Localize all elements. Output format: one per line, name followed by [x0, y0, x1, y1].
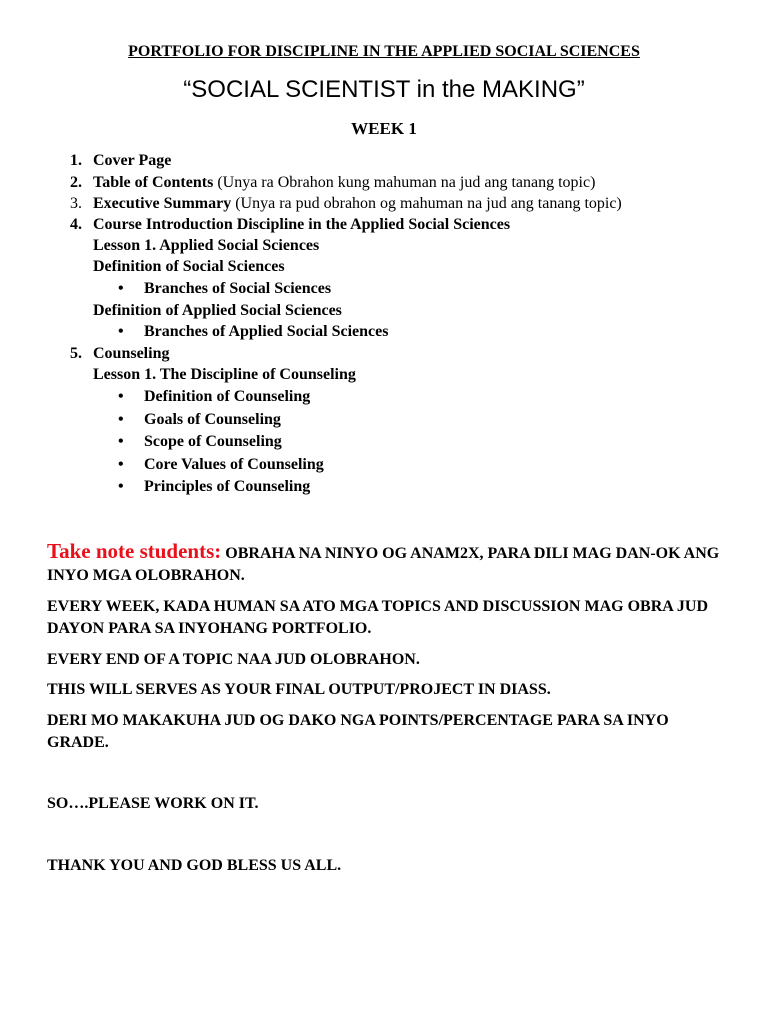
bullet-item [0, 431, 740, 453]
lesson-heading: Lesson 1. Applied Social Sciences [93, 237, 320, 254]
document-title: “SOCIAL SCIENTIST in the MAKING” [183, 76, 585, 103]
item-number: 5. [70, 345, 82, 362]
list-item [0, 214, 740, 236]
bullet-icon: • [118, 456, 124, 473]
note-paragraph: SO….PLEASE WORK ON IT. [47, 795, 259, 812]
bullet-item [0, 321, 740, 343]
closing-line: THANK YOU AND GOD BLESS US ALL. [47, 857, 342, 874]
list-item [0, 172, 740, 194]
item-number: 2. [70, 174, 82, 191]
bullet-label: Goals of Counseling [144, 411, 281, 428]
bullet-item [0, 278, 740, 300]
bullet-item [0, 454, 740, 476]
bullet-label: Scope of Counseling [144, 433, 282, 450]
item-note: (Unya ra Obrahon kung mahuman na jud ang tanang topic) [213, 174, 596, 191]
item-label: Table of Contents [93, 174, 214, 191]
take-note-text: OBRAHA NA NINYO OG ANAM2X, PARA DILI MAG DAN-OK ANG INYO MGA OLOBRAHON. [47, 545, 720, 584]
item-label: Executive Summary [93, 195, 232, 212]
bullet-label: Definition of Counseling [144, 388, 311, 405]
note-paragraph: EVERY END OF A TOPIC NAA JUD OLOBRAHON. [47, 651, 420, 668]
item-content [93, 193, 622, 215]
item-label: Counseling [93, 345, 170, 362]
item-number: 1. [70, 152, 82, 169]
note-paragraph: EVERY WEEK, KADA HUMAN SA ATO MGA TOPICS AND DISCUSSION MAG OBRA JUD DAYON PARA SA INYOHANG PORTFOLIO. [47, 598, 709, 637]
item-number: 3. [70, 195, 82, 212]
list-item [0, 150, 740, 172]
bullet-icon: • [118, 388, 124, 405]
take-note-label: Take note students: [47, 539, 222, 563]
list-item [0, 193, 740, 215]
lesson-heading: Lesson 1. The Discipline of Counseling [93, 366, 356, 383]
item-note: (Unya ra pud obrahon og mahuman na jud ang tanang topic) [231, 195, 622, 212]
week-label: WEEK 1 [351, 119, 417, 138]
bullet-icon: • [118, 433, 124, 450]
bullet-item [0, 476, 740, 498]
bullet-icon: • [118, 411, 124, 428]
note-paragraph: DERI MO MAKAKUHA JUD OG DAKO NGA POINTS/PERCENTAGE PARA SA INYO GRADE. [47, 712, 669, 751]
bullet-label: Branches of Social Sciences [144, 280, 332, 297]
item-number: 4. [70, 216, 82, 233]
take-note-paragraph [47, 540, 727, 587]
note-paragraph: THIS WILL SERVES AS YOUR FINAL OUTPUT/PROJECT IN DIASS. [47, 681, 551, 698]
bullet-label: Branches of Applied Social Sciences [144, 323, 389, 340]
item-label: Course Introduction Discipline in the Applied Social Sciences [93, 216, 511, 233]
bullet-label: Core Values of Counseling [144, 456, 324, 473]
definition-heading: Definition of Applied Social Sciences [93, 302, 342, 319]
bullet-item [0, 409, 740, 431]
bullet-icon: • [118, 280, 124, 297]
definition-heading: Definition of Social Sciences [93, 258, 285, 275]
bullet-label: Principles of Counseling [144, 478, 311, 495]
bullet-icon: • [118, 478, 124, 495]
bullet-icon: • [118, 323, 124, 340]
item-content [93, 172, 595, 194]
item-label: Cover Page [93, 152, 172, 169]
document-header: PORTFOLIO FOR DISCIPLINE IN THE APPLIED SOCIAL SCIENCES [128, 43, 640, 60]
list-item [0, 343, 740, 365]
bullet-item [0, 386, 740, 408]
